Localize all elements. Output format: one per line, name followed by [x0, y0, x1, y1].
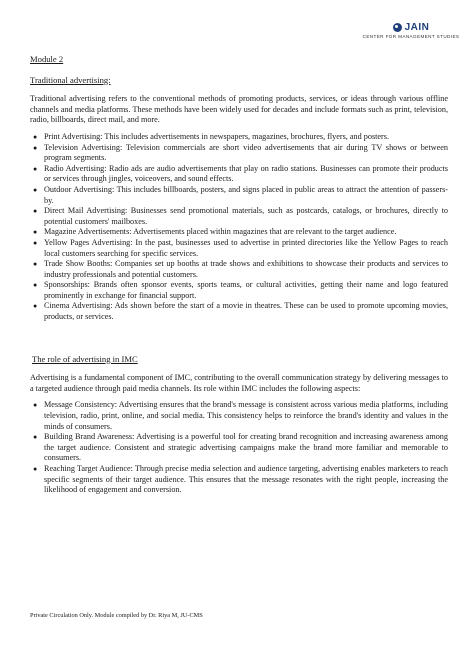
list-item: ● Magazine Advertisements: Advertisements placed within magazines that are relevant to the target audience.: [33, 227, 397, 237]
section-heading-traditional-advertising: Traditional advertising:: [30, 74, 111, 85]
bullet-icon: ●: [33, 207, 38, 216]
list-item: ● Message Consistency: Advertising ensures that the brand's message is consistent across various media platforms, including television, radio, print, online, and social media. This consistency helps to reinforce the brand's identity and values in the minds of consumers.: [33, 400, 448, 431]
bullet-icon: ●: [33, 143, 38, 152]
list-item: ● Print Advertising: This includes advertisements in newspapers, magazines, brochures, flyers, and posters.: [33, 131, 390, 141]
bullet-icon: ●: [33, 132, 38, 141]
traditional-advertising-list: [30, 132, 448, 323]
jain-logo: [358, 22, 464, 39]
list-item: ● Yellow Pages Advertising: In the past, businesses used to advertise in printed directories like the Yellow Pages to reach local customers searching for specific services.: [33, 237, 448, 258]
document-body: [30, 54, 448, 496]
page-footer: Private Circulation Only. Module compiled by Dr. Riya M, JU-CMS: [30, 612, 203, 619]
bullet-icon: ●: [33, 260, 38, 269]
list-item: ● Outdoor Advertising: This includes billboards, posters, and signs placed in public areas to attract the attention of passers-by.: [33, 184, 448, 205]
list-item: ● Reaching Target Audience: Through precise media selection and audience targeting, advertising enables marketers to reach specific segments of their target audience. This ensures that the message resonates with the right people, increasing the likelihood of engagement and conversion.: [33, 464, 448, 495]
bullet-icon: ●: [33, 238, 38, 247]
jain-emblem-icon: [393, 23, 402, 32]
logo-subtitle: CENTER FOR MANAGEMENT STUDIES: [362, 34, 460, 39]
section-heading-role-of-advertising: The role of advertising in IMC: [32, 353, 138, 364]
section-intro-role-of-advertising: Advertising is a fundamental component of IMC, contributing to the overall communication strategy by delivering messages to a targeted audience through paid media channels. Its role within IMC includes the following aspects:: [30, 373, 448, 393]
module-title: Module 2: [30, 54, 64, 64]
list-item: ● Cinema Advertising: Ads shown before the start of a movie in theatres. These can be used to promote upcoming movies, products, or services.: [33, 301, 448, 322]
bullet-icon: ●: [33, 302, 38, 311]
bullet-icon: ●: [33, 228, 38, 237]
bullet-icon: ●: [33, 401, 38, 410]
list-item: ● Direct Mail Advertising: Businesses send promotional materials, such as postcards, catalogs, or brochures, directly to potential customers' mailboxes.: [33, 206, 448, 226]
list-item: ● Television Advertising: Television commercials are short video advertisements that air during TV shows or between program segments.: [33, 142, 448, 163]
list-item: ● Trade Show Booths: Companies set up booths at trade shows and exhibitions to showcase their products and services to industry professionals and potential customers.: [33, 259, 448, 279]
bullet-icon: ●: [33, 185, 38, 194]
bullet-icon: ●: [33, 281, 38, 290]
list-item: ● Building Brand Awareness: Advertising is a powerful tool for creating brand recognition and increasing awareness among the target audience. Consistent and strategic advertising campaigns make the brand more familiar and memorable to consumers.: [33, 432, 448, 463]
logo-name: JAIN: [404, 22, 430, 33]
role-of-advertising-list: [30, 400, 448, 495]
bullet-icon: ●: [33, 465, 38, 473]
list-item: ● Radio Advertising: Radio ads are audio advertisements that play on radio stations. Businesses can promote their products or services through jingles, voiceovers, and sound effects.: [33, 163, 448, 184]
bullet-icon: ●: [33, 164, 38, 173]
bullet-icon: ●: [33, 433, 38, 442]
list-item: ● Sponsorships: Brands often sponsor events, sports teams, or cultural activities, getting their name and logo featured prominently in exchange for financial support.: [33, 280, 448, 300]
section-intro-traditional-advertising: Traditional advertising refers to the conventional methods of promoting products, services, or ideas through various offline channels and media platforms. These methods have been widely used for decades and include formats such as print, television, radio, billboards, direct mail, and more.: [30, 94, 448, 125]
